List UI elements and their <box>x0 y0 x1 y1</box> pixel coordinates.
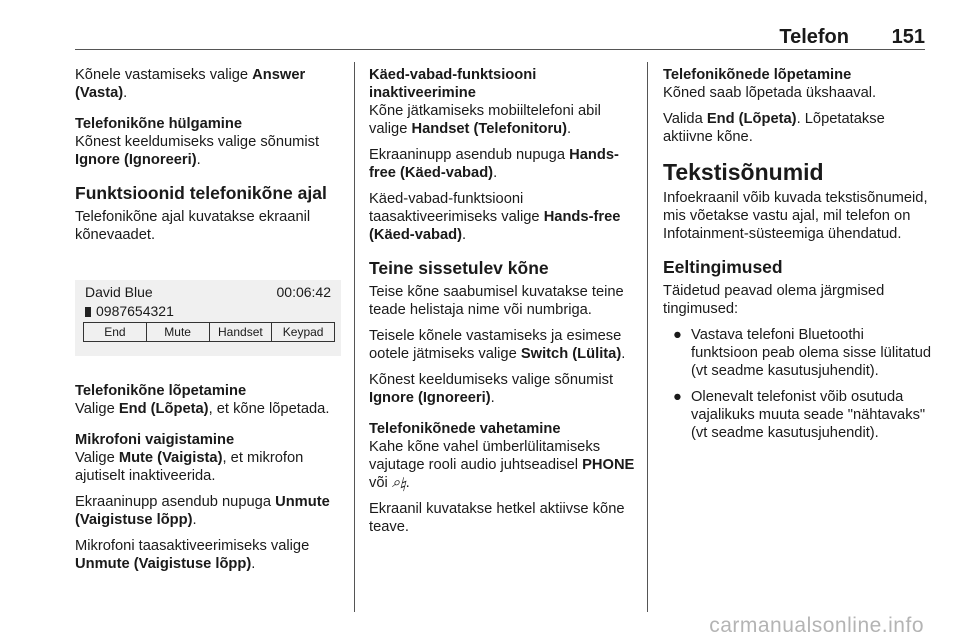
column-divider-2 <box>647 62 648 612</box>
active-call-paragraph: Ekraanil kuvatakse hetkel aktiivse kõne teave. <box>369 501 625 535</box>
page-number: 151 <box>891 26 925 48</box>
caller-number: 0987654321 <box>85 303 174 319</box>
column-1-lower <box>75 382 345 581</box>
functions-paragraph: Telefonikõne ajal kuvatakse ekraanil kõnevaadet. <box>75 209 311 243</box>
call-button-bar <box>83 322 335 342</box>
header-rule <box>75 49 925 50</box>
prerequisites-heading: Eeltingimused <box>663 257 783 277</box>
end-active-paragraph: Valida End (Lõpeta). Lõpetatakse aktiivne kõne. <box>663 111 885 145</box>
handsfree-reactivate-paragraph: Käed-vabad-funktsiooni taasaktiveerimiseks valige Hands-free (Käed-vabad). <box>369 191 621 243</box>
handset-button: Handset <box>210 323 273 341</box>
caller-name: David Blue <box>85 284 153 300</box>
text-messages-heading: Tekstisõnumid <box>663 159 824 185</box>
mute-heading: Mikrofoni vaigistamine <box>75 432 235 448</box>
keypad-button: Keypad <box>282 325 324 339</box>
text-messages-paragraph: Infoekraanil võib kuvada tekstisõnumeid, mis võetakse vastu ajal, mil telefon on Infotainment-süsteemiga ühendatud. <box>663 190 928 242</box>
unmute-replace-paragraph: Ekraaninupp asendub nupuga Unmute (Vaigistuse lõpp). <box>75 494 330 528</box>
prerequisites-list <box>663 326 933 442</box>
mute-paragraph: Valige Mute (Vaigista), et mikrofon ajutiselt inaktiveerida. <box>75 450 304 484</box>
column-divider-1 <box>354 62 355 612</box>
end-call-heading: Telefonikõne lõpetamine <box>75 383 247 399</box>
end-calls-paragraph: Kõned saab lõpetada ükshaaval. <box>663 85 877 101</box>
reject-heading: Telefonikõne hülgamine <box>75 116 243 132</box>
handset-paragraph: Kõne jätkamiseks mobiiltelefoni abil valige Handset (Telefonitoru). <box>369 103 601 137</box>
unmute-paragraph: Mikrofoni taasaktiveerimiseks valige Unmute (Vaigistuse lõpp). <box>75 538 310 572</box>
ignore-paragraph: Kõnest keeldumiseks valige sõnumist Ignore (Ignoreeri). <box>369 372 614 406</box>
handsfree-replace-paragraph: Ekraaninupp asendub nupuga Hands-free (Käed-vabad). <box>369 147 619 181</box>
second-call-heading: Teine sissetulev kõne <box>369 258 549 278</box>
toggle-paragraph: Kahe kõne vahel ümberlülitamiseks vajutage rooli audio juhtseadisel PHONE või ⌕♮. <box>369 439 635 491</box>
phone-symbol-icon: ⌕♮ <box>391 475 406 491</box>
column-1 <box>75 66 345 252</box>
watermark: carmanualsonline.info <box>709 614 924 637</box>
list-item: ● Olenevalt telefonist võib osutuda vajalikuks muuta seade "nähtavaks" (vt seadme kasutusjuhendit). <box>673 389 926 441</box>
call-timer: 00:06:42 <box>276 284 331 300</box>
call-screen-illustration <box>75 280 341 356</box>
page-header <box>75 26 925 48</box>
column-2 <box>369 66 639 544</box>
mute-button: Mute <box>147 323 210 341</box>
end-call-paragraph: Valige End (Lõpeta), et kõne lõpetada. <box>75 401 330 417</box>
second-call-paragraph: Teise kõne saabumisel kuvatakse teine teade helistaja nime või numbriga. <box>369 284 624 318</box>
section-title: Telefon <box>779 26 849 48</box>
handsfree-heading: Käed-vabad-funktsiooni inaktiveerimine <box>369 67 537 101</box>
end-button: End <box>84 323 147 341</box>
switch-paragraph: Teisele kõnele vastamiseks ja esimese ootele jätmiseks valige Switch (Lülita). <box>369 328 626 362</box>
bullet-icon: ● <box>673 389 682 405</box>
phone-icon <box>85 307 91 317</box>
answer-paragraph: Kõnele vastamiseks valige Answer (Vasta). <box>75 67 306 101</box>
bullet-icon: ● <box>673 327 682 343</box>
end-calls-heading: Telefonikõnede lõpetamine <box>663 67 852 83</box>
prerequisites-paragraph: Täidetud peavad olema järgmised tingimused: <box>663 283 885 317</box>
toggle-heading: Telefonikõnede vahetamine <box>369 421 561 437</box>
functions-heading: Funktsioonid telefonikõne ajal <box>75 183 327 203</box>
reject-paragraph: Kõnest keeldumiseks valige sõnumist Ignore (Ignoreeri). <box>75 134 320 168</box>
list-item: ● Vastava telefoni Bluetoothi funktsioon peab olema sisse lülitatud (vt seadme kasutusjuhendit). <box>673 327 932 379</box>
column-3 <box>663 66 933 450</box>
